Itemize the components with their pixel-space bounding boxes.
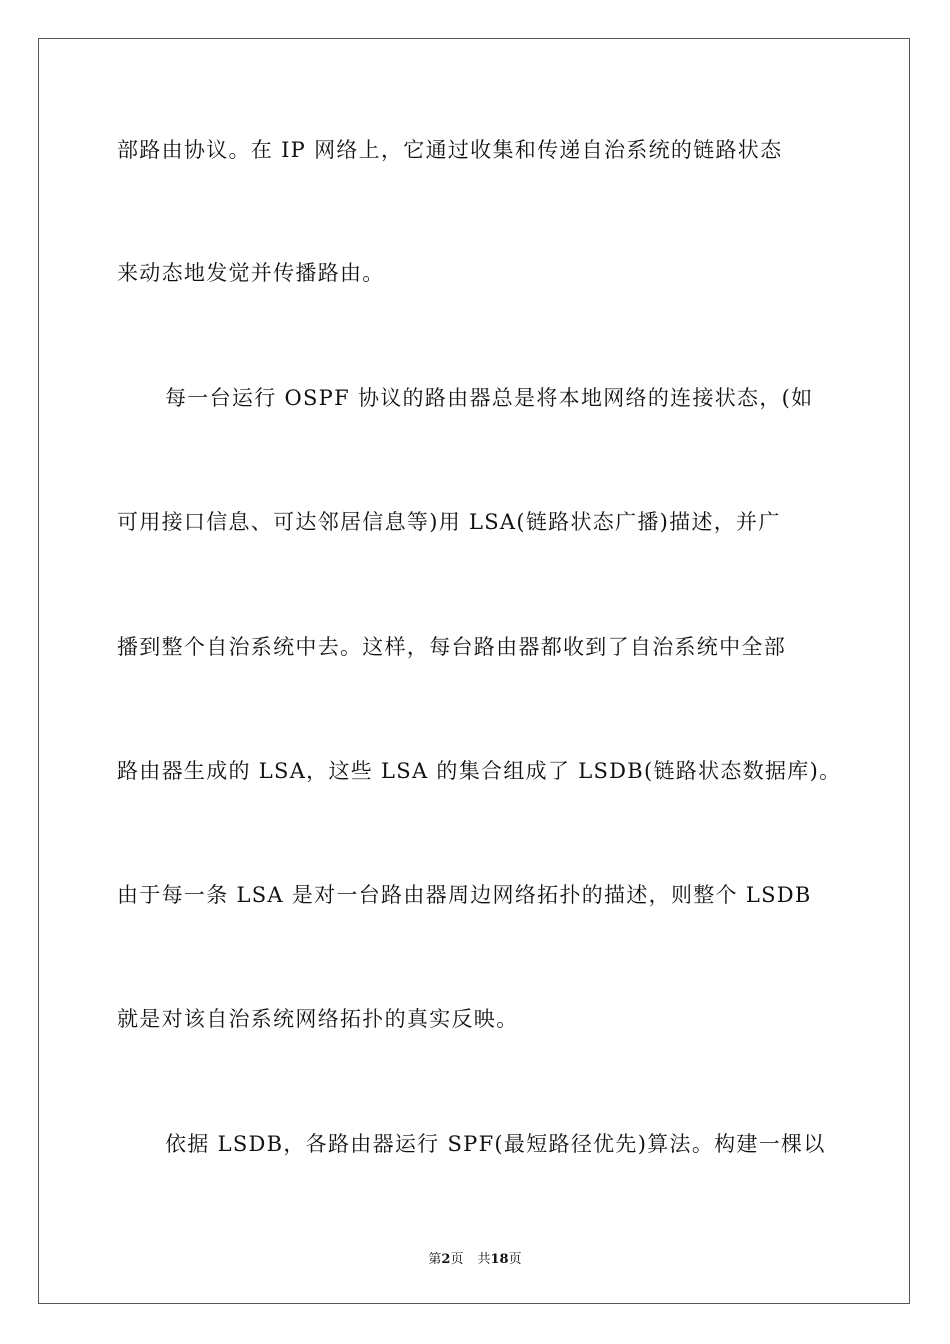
body-line-8: 就是对该自治系统网络拓扑的真实反映。	[117, 1007, 519, 1031]
body-line-2: 来动态地发觉并传播路由。	[117, 261, 385, 285]
body-line-7: 由于每一条 LSA 是对一台路由器周边网络拓扑的描述，则整个 LSDB	[117, 883, 812, 907]
page-border	[38, 38, 910, 1304]
page-number: 2	[441, 1252, 451, 1267]
body-line-1: 部路由协议。在 IP 网络上，它通过收集和传递自治系统的链路状态	[117, 138, 783, 162]
body-line-4: 可用接口信息、可达邻居信息等)用 LSA(链路状态广播)描述，并广	[117, 510, 781, 534]
page-prefix: 第	[428, 1252, 442, 1267]
page-footer	[0, 1248, 950, 1267]
total-prefix: 共	[477, 1252, 491, 1267]
total-suffix: 页	[508, 1252, 522, 1267]
total-pages: 18	[490, 1252, 509, 1267]
page-suffix: 页	[450, 1252, 464, 1267]
body-line-3: 每一台运行 OSPF 协议的路由器总是将本地网络的连接状态，(如	[165, 386, 814, 410]
body-line-5: 播到整个自治系统中去。这样，每台路由器都收到了自治系统中全部	[117, 635, 786, 659]
body-line-9: 依据 LSDB，各路由器运行 SPF(最短路径优先)算法。构建一棵以	[165, 1132, 826, 1156]
body-line-6: 路由器生成的 LSA，这些 LSA 的集合组成了 LSDB(链路状态数据库)。	[117, 759, 842, 783]
